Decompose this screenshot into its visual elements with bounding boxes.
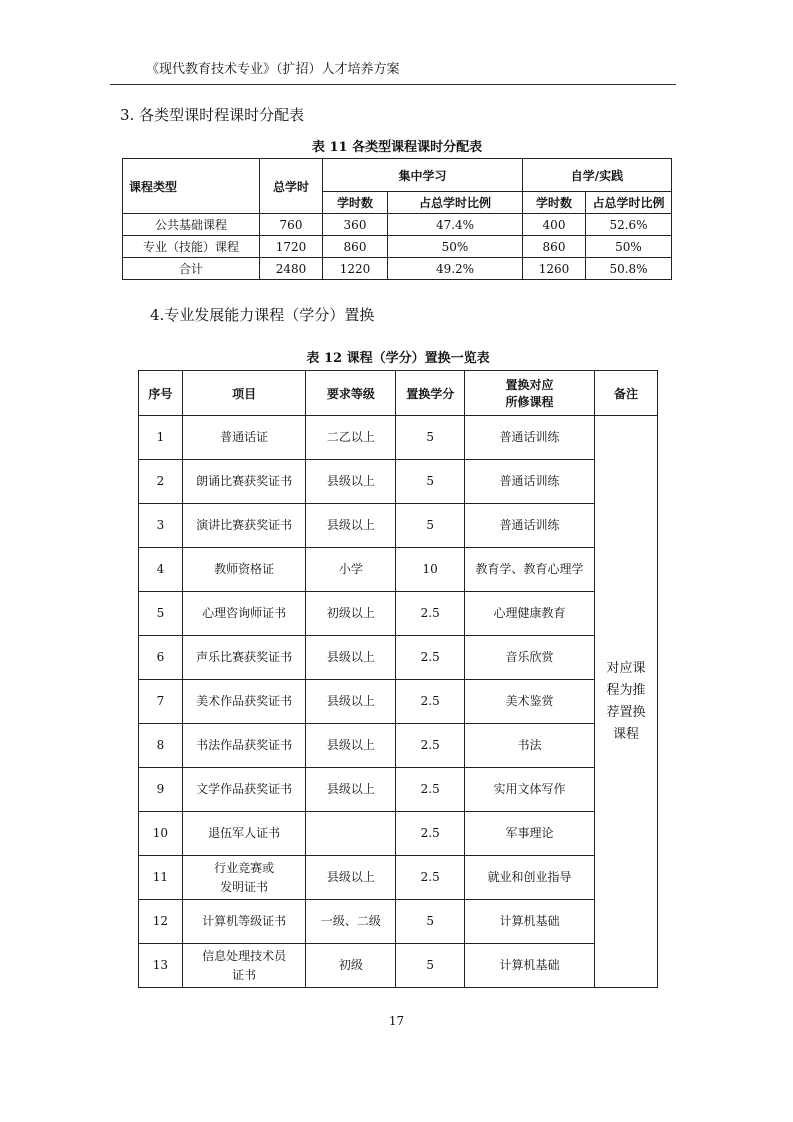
cell-course: 就业和创业指导	[465, 856, 595, 900]
header-rule	[110, 84, 676, 85]
cell-course: 教育学、教育心理学	[465, 548, 595, 592]
cell-s-ratio: 50%	[586, 236, 672, 258]
cell-c-ratio: 50%	[388, 236, 523, 258]
table-row	[139, 724, 658, 768]
cell-level: 县级以上	[306, 504, 396, 548]
cell-item: 心理咨询师证书	[182, 592, 306, 636]
cell-no: 11	[139, 856, 183, 900]
cell-no: 13	[139, 944, 183, 988]
cell-credit: 5	[396, 944, 465, 988]
th-course-type: 课程类型	[123, 159, 260, 214]
cell-item	[182, 944, 306, 988]
cell-level: 县级以上	[306, 724, 396, 768]
table-row	[123, 258, 672, 280]
cell-s-ratio: 52.6%	[586, 214, 672, 236]
cell-credit: 5	[396, 504, 465, 548]
cell-item: 演讲比赛获奖证书	[182, 504, 306, 548]
th-c-ratio: 占总学时比例	[388, 192, 523, 214]
cell-item: 普通话证	[182, 416, 306, 460]
table-12	[138, 370, 658, 988]
cell-item: 退伍军人证书	[182, 812, 306, 856]
cell-s-hours: 860	[523, 236, 586, 258]
cell-level: 初级	[306, 944, 396, 988]
th-note: 备注	[595, 371, 658, 416]
th-course	[465, 371, 595, 416]
cell-course: 美术鉴赏	[465, 680, 595, 724]
cell-no: 7	[139, 680, 183, 724]
table-row	[139, 900, 658, 944]
th-total-hours: 总学时	[260, 159, 323, 214]
cell-c-hours: 360	[323, 214, 388, 236]
note-text: 对应课程为推荐置换课程	[606, 660, 646, 742]
table-row	[123, 236, 672, 258]
cell-total: 2480	[260, 258, 323, 280]
table-row	[139, 504, 658, 548]
cell-no: 4	[139, 548, 183, 592]
th-no: 序号	[139, 371, 183, 416]
table-row	[139, 856, 658, 900]
table-11	[122, 158, 672, 280]
cell-level: 县级以上	[306, 460, 396, 504]
cell-level: 县级以上	[306, 856, 396, 900]
cell-course: 音乐欣赏	[465, 636, 595, 680]
cell-credit: 2.5	[396, 768, 465, 812]
cell-course: 普通话训练	[465, 460, 595, 504]
cell-s-ratio: 50.8%	[586, 258, 672, 280]
table-row	[139, 548, 658, 592]
cell-no: 3	[139, 504, 183, 548]
cell-credit: 5	[396, 416, 465, 460]
cell-item-line1: 行业竞赛或	[214, 860, 275, 875]
table-row	[139, 944, 658, 988]
cell-level: 县级以上	[306, 636, 396, 680]
cell-credit: 2.5	[396, 812, 465, 856]
cell-no: 1	[139, 416, 183, 460]
cell-type: 合计	[123, 258, 260, 280]
th-course-line2: 所修课程	[505, 395, 554, 409]
cell-item: 书法作品获奖证书	[182, 724, 306, 768]
cell-level	[306, 812, 396, 856]
cell-credit: 2.5	[396, 856, 465, 900]
th-course-line1: 置换对应	[505, 378, 554, 392]
cell-level: 县级以上	[306, 768, 396, 812]
cell-credit: 10	[396, 548, 465, 592]
th-credit: 置换学分	[396, 371, 465, 416]
cell-item: 美术作品获奖证书	[182, 680, 306, 724]
cell-total: 1720	[260, 236, 323, 258]
th-s-ratio: 占总学时比例	[586, 192, 672, 214]
cell-course: 书法	[465, 724, 595, 768]
cell-course: 普通话训练	[465, 416, 595, 460]
page-number: 17	[388, 1014, 405, 1028]
cell-course: 军事理论	[465, 812, 595, 856]
table-row	[139, 460, 658, 504]
cell-course: 普通话训练	[465, 504, 595, 548]
cell-item-line2: 证书	[232, 967, 257, 982]
th-concentrated: 集中学习	[323, 159, 523, 192]
cell-course: 计算机基础	[465, 900, 595, 944]
cell-level: 县级以上	[306, 680, 396, 724]
table-row	[139, 680, 658, 724]
cell-type: 专业（技能）课程	[123, 236, 260, 258]
table-row	[139, 768, 658, 812]
cell-credit: 2.5	[396, 680, 465, 724]
cell-item: 教师资格证	[182, 548, 306, 592]
th-item: 项目	[182, 371, 306, 416]
cell-credit: 2.5	[396, 636, 465, 680]
cell-level: 一级、二级	[306, 900, 396, 944]
cell-item-line2: 发明证书	[220, 879, 269, 894]
table-11-caption: 表 11 各类型课程课时分配表	[311, 140, 483, 155]
table-row	[139, 812, 658, 856]
cell-level: 初级以上	[306, 592, 396, 636]
table-row	[139, 636, 658, 680]
cell-credit: 2.5	[396, 592, 465, 636]
cell-s-hours: 1260	[523, 258, 586, 280]
running-header: 《现代教育技术专业》（扩招）人才培养方案	[146, 62, 400, 77]
cell-level: 小学	[306, 548, 396, 592]
cell-item-line1: 信息处理技术员	[202, 948, 287, 963]
cell-total: 760	[260, 214, 323, 236]
cell-course: 实用文体写作	[465, 768, 595, 812]
table-row	[123, 214, 672, 236]
table-row	[139, 592, 658, 636]
cell-no: 2	[139, 460, 183, 504]
cell-credit: 5	[396, 460, 465, 504]
cell-item: 文学作品获奖证书	[182, 768, 306, 812]
cell-credit: 5	[396, 900, 465, 944]
cell-c-ratio: 47.4%	[388, 214, 523, 236]
cell-course: 计算机基础	[465, 944, 595, 988]
th-s-hours: 学时数	[523, 192, 586, 214]
th-c-hours: 学时数	[323, 192, 388, 214]
table-12-caption: 表 12 课程（学分）置换一览表	[306, 351, 490, 366]
cell-c-hours: 1220	[323, 258, 388, 280]
cell-note	[595, 416, 658, 988]
cell-no: 6	[139, 636, 183, 680]
cell-no: 5	[139, 592, 183, 636]
cell-item: 朗诵比赛获奖证书	[182, 460, 306, 504]
table-row	[139, 416, 658, 460]
cell-no: 9	[139, 768, 183, 812]
cell-c-hours: 860	[323, 236, 388, 258]
cell-no: 12	[139, 900, 183, 944]
section-3-title: 3. 各类型课时程课时分配表	[120, 106, 305, 124]
cell-item	[182, 856, 306, 900]
cell-no: 8	[139, 724, 183, 768]
cell-course: 心理健康教育	[465, 592, 595, 636]
cell-type: 公共基础课程	[123, 214, 260, 236]
section-4-title: 4.专业发展能力课程（学分）置换	[150, 306, 375, 324]
cell-no: 10	[139, 812, 183, 856]
cell-s-hours: 400	[523, 214, 586, 236]
cell-item: 声乐比赛获奖证书	[182, 636, 306, 680]
cell-c-ratio: 49.2%	[388, 258, 523, 280]
cell-level: 二乙以上	[306, 416, 396, 460]
th-level: 要求等级	[306, 371, 396, 416]
cell-credit: 2.5	[396, 724, 465, 768]
th-self-practice: 自学/实践	[523, 159, 672, 192]
cell-item: 计算机等级证书	[182, 900, 306, 944]
